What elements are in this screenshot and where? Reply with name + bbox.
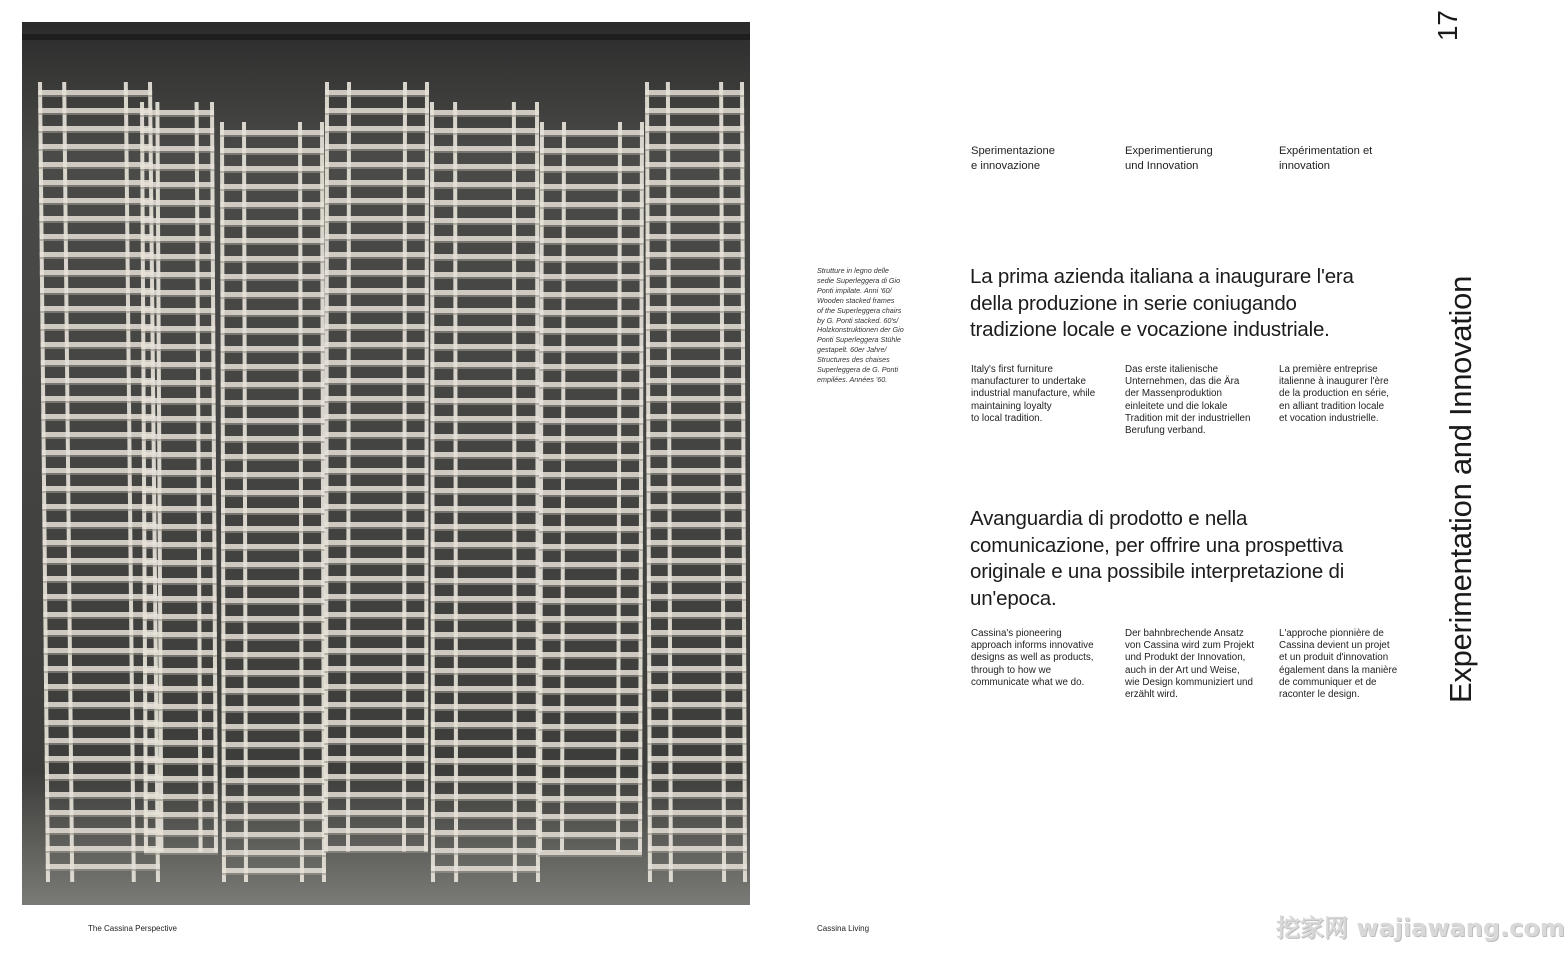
headline-second: Avanguardia di prodotto e nella comunicazione, per offrire una prospettiva originale e una possibile interpretazione di un'epoca.	[970, 507, 1345, 610]
label-italian: Sperimentazione e innovazione	[971, 145, 1055, 172]
stacked-chairs-photo	[22, 22, 750, 905]
label-german: Experimentierung und Innovation	[1125, 145, 1213, 172]
stacked-chairs-illustration	[22, 22, 750, 905]
watermark: 挖家网 wajiawang.com	[1276, 914, 1565, 942]
label-french: Expérimentation et innovation	[1279, 145, 1373, 172]
body-english-first: Italy's first furniture manufacturer to undertake industrial manufacture, while maintaining loyalty to local tradition.	[971, 364, 1096, 424]
body-french-first: La première entreprise italienne à inaugurer l'ère de la production en série, en alliant tradition locale et vocation industrielle.	[1279, 364, 1390, 424]
headline-first: La prima azienda italiana a inaugurare l'era della produzione in serie coniugando tradizione locale e vocazione industriale.	[970, 265, 1354, 341]
body-german-first: Das erste italienische Unternehmen, das die Ära der Massenproduktion einleitete und die lokale Tradition mit der industriellen Berufung verband.	[1125, 364, 1251, 437]
body-french-second: L'approche pionnière de Cassina devient un projet et un produit d'innovation également dans la manière de communiquer et de raconter le design.	[1279, 628, 1398, 701]
right-folio: Cassina Living	[817, 924, 870, 933]
section-title: Experimentation and Innovation	[1443, 275, 1478, 703]
photo-caption: Strutture in legno delle sedie Superleggera di Gio Ponti impilate. Anni '60/ Wooden stacked frames of the Superleggera chairs by G. Ponti stacked. 60's/ Holzkonstruktionen der Gio Ponti Superleggera Stühle gestapelt. 60er Jahre/ Structures des chaises Superleggera de G. Ponti empilées. Années '60.	[817, 266, 904, 384]
body-english-second: Cassina's pioneering approach informs innovative designs as well as products, through to how we communicate what we do.	[971, 628, 1094, 688]
page-number: 17	[1432, 10, 1463, 42]
left-folio: The Cassina Perspective	[88, 924, 177, 933]
body-german-second: Der bahnbrechende Ansatz von Cassina wird zum Projekt und Produkt der Innovation, auch in der Art und Weise, wie Design kommuniziert und erzählt wird.	[1125, 628, 1255, 701]
